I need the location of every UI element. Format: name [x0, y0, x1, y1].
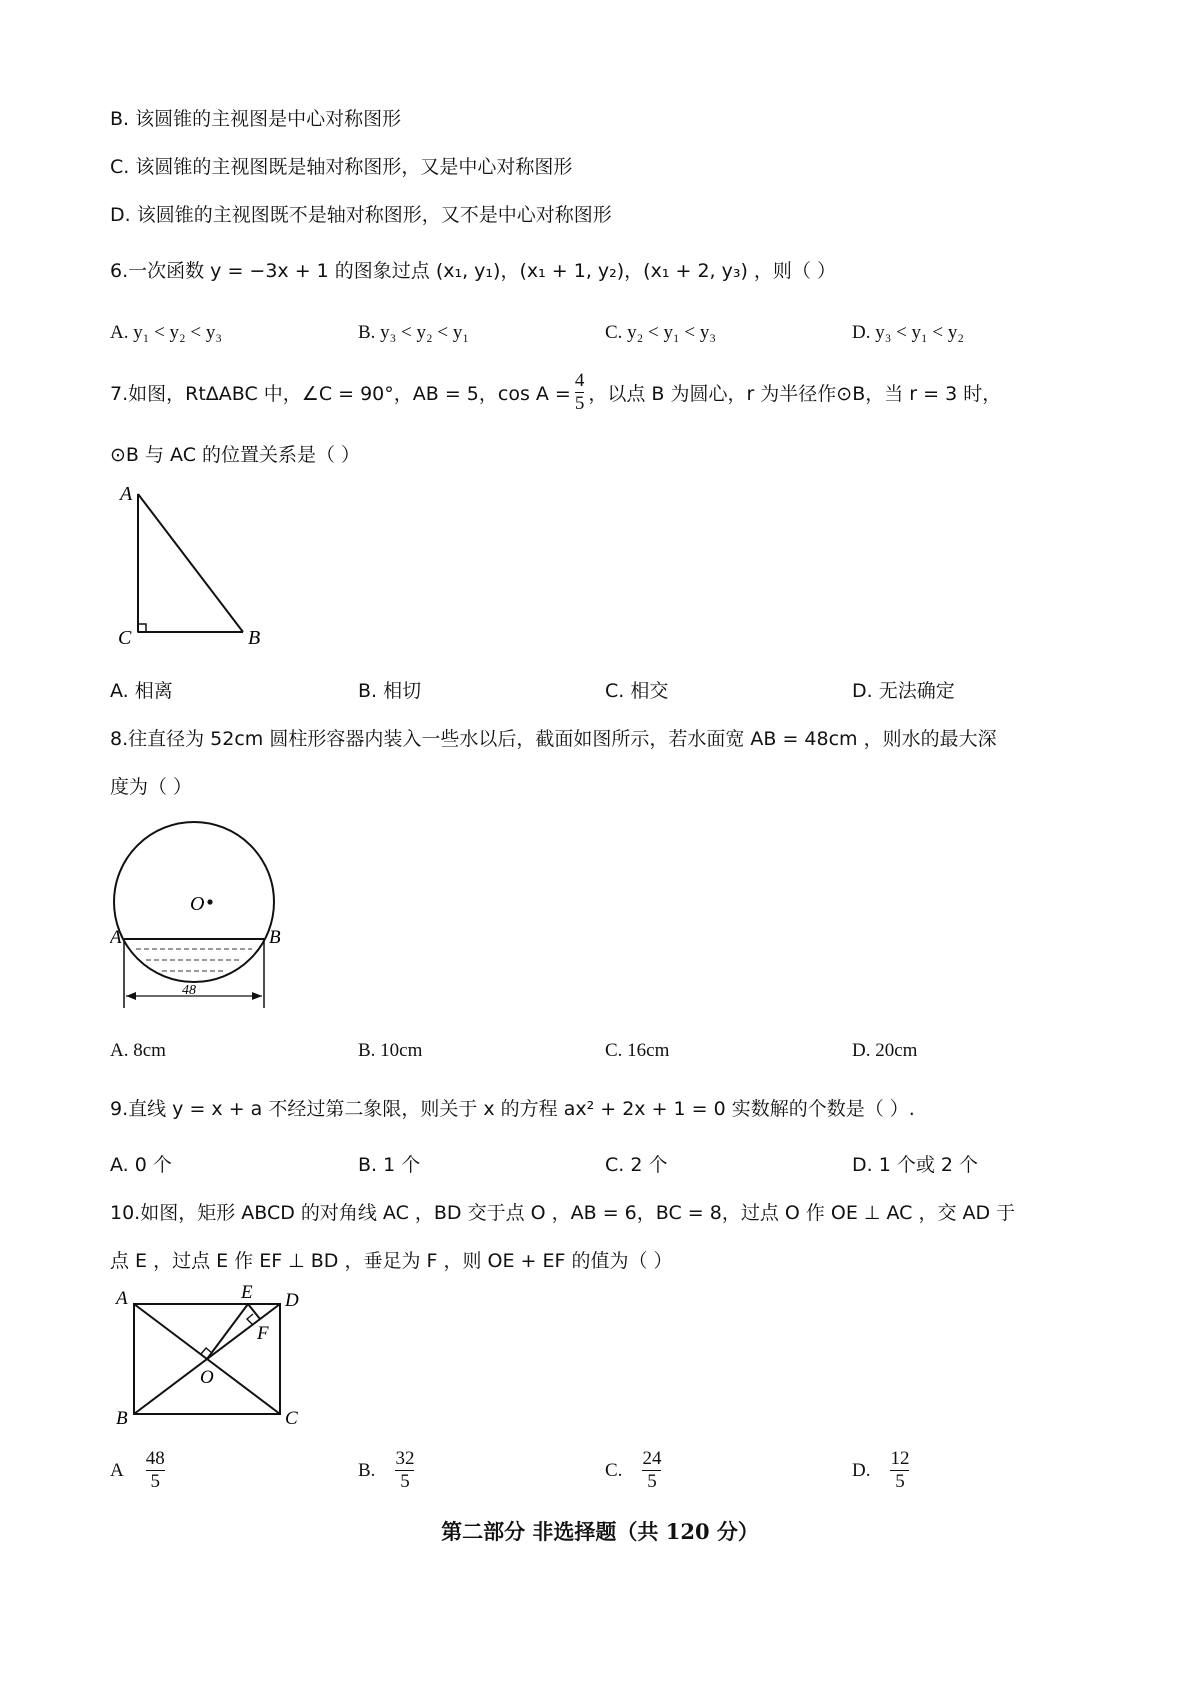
q10-option-b-fraction — [395, 1448, 414, 1493]
q8-stem-line2: 度为（ ） — [110, 776, 193, 798]
q5-option-d: D. 该圆锥的主视图既不是轴对称图形，又不是中心对称图形 — [110, 204, 612, 226]
q6-option-d: D. y₃ < y₁ < y₂ — [852, 322, 965, 343]
q8-option-a: A. 8cm — [110, 1040, 166, 1061]
q10-stem-line1: 10.如图，矩形 ABCD 的对角线 AC ，BD 交于点 O ，AB = 6，BC = 8，过点 O 作 OE ⊥ AC ，交 AD 于 — [110, 1202, 1016, 1224]
numerator: 24 — [642, 1448, 662, 1469]
numerator: 48 — [145, 1448, 165, 1469]
q8-center-dot — [207, 899, 212, 904]
q7-fraction-denominator: 5 — [574, 393, 585, 414]
q10-stem-line2: 点 E ，过点 E 作 EF ⊥ BD ，垂足为 F ，则 OE + EF 的值为（ ） — [110, 1250, 673, 1272]
q10-label-c: C — [285, 1408, 298, 1429]
q7-option-b: B. 相切 — [358, 680, 422, 702]
q7-label-c: C — [118, 627, 132, 649]
denominator: 5 — [647, 1471, 657, 1492]
q8-label-a: A — [110, 927, 122, 948]
q8-label-o: O — [190, 893, 205, 915]
q7-stem-part-a: 7.如图，RtΔABC 中，∠C = 90°，AB = 5，cos A = — [110, 383, 571, 405]
q7-side-ab — [138, 494, 243, 632]
q8-option-c: C. 16cm — [605, 1040, 670, 1061]
q7-option-c: C. 相交 — [605, 680, 669, 702]
q10-rectangle-figure — [110, 1284, 320, 1434]
q7-stem-part-b: ，以点 B 为圆心，r 为半径作⊙B，当 r = 3 时， — [588, 383, 1002, 405]
numerator: 12 — [890, 1448, 910, 1469]
q10-label-b: B — [116, 1408, 128, 1429]
q10-label-d: D — [285, 1290, 299, 1311]
q7-stem-line2: ⊙B 与 AC 的位置关系是（ ） — [110, 444, 361, 466]
q7-option-d: D. 无法确定 — [852, 680, 955, 702]
denominator: 5 — [150, 1471, 160, 1492]
q7-fraction-numerator: 4 — [574, 370, 585, 391]
q10-right-angle-f — [247, 1314, 253, 1325]
q9-option-a: A. 0 个 — [110, 1154, 172, 1176]
q5-option-c: C. 该圆锥的主视图既是轴对称图形，又是中心对称图形 — [110, 156, 573, 178]
q10-label-f: F — [257, 1323, 269, 1344]
q10-option-a-fraction — [146, 1448, 165, 1493]
q7-label-a: A — [120, 483, 133, 505]
q8-label-b: B — [269, 927, 281, 948]
q10-option-a-letter: A — [110, 1459, 124, 1481]
q10-option-a — [110, 1448, 165, 1493]
q6-stem: 6.一次函数 y = −3x + 1 的图象过点 (x₁, y₁)，(x₁ + 1, y₂)，(x₁ + 2, y₃) ，则（ ） — [110, 260, 836, 282]
q10-label-o: O — [200, 1367, 214, 1388]
q8-arrow-right — [252, 992, 262, 1000]
q7-label-b: B — [248, 627, 261, 649]
q8-arrow-left — [126, 992, 136, 1000]
q9-option-b: B. 1 个 — [358, 1154, 421, 1176]
q6-option-a: A. y₁ < y₂ < y₃ — [110, 322, 223, 343]
q8-stem-line1: 8.往直径为 52cm 圆柱形容器内装入一些水以后，截面如图所示，若水面宽 AB = 48cm ，则水的最大深 — [110, 728, 997, 750]
q8-option-b: B. 10cm — [358, 1040, 423, 1061]
denominator: 5 — [895, 1471, 905, 1492]
section-heading: 第二部分 非选择题（共 120 分） — [441, 1519, 759, 1544]
q7-right-angle-mark — [138, 624, 146, 632]
q8-width-label: 48 — [182, 983, 196, 998]
q10-option-b-letter: B. — [358, 1459, 376, 1481]
q10-option-c-letter: C. — [605, 1459, 623, 1481]
numerator: 32 — [395, 1448, 415, 1469]
q10-option-d-letter: D. — [852, 1459, 871, 1481]
q10-option-d-fraction — [890, 1448, 909, 1493]
q10-label-a: A — [116, 1288, 128, 1309]
q6-option-b: B. y₃ < y₂ < y₁ — [358, 322, 469, 343]
q10-option-c-fraction — [642, 1448, 661, 1493]
q9-option-c: C. 2 个 — [605, 1154, 668, 1176]
q5-option-b: B. 该圆锥的主视图是中心对称图形 — [110, 108, 402, 130]
q7-cos-fraction — [575, 370, 585, 415]
q10-option-d — [852, 1448, 909, 1493]
q7-triangle-figure — [110, 482, 270, 652]
q10-option-c — [605, 1448, 661, 1493]
q6-option-c: C. y₂ < y₁ < y₃ — [605, 322, 716, 343]
q9-stem: 9.直线 y = x + a 不经过第二象限，则关于 x 的方程 ax² + 2x + 1 = 0 实数解的个数是（ ）. — [110, 1098, 915, 1120]
q7-option-a: A. 相离 — [110, 680, 173, 702]
denominator: 5 — [400, 1471, 410, 1492]
q10-label-e: E — [241, 1284, 253, 1303]
q9-option-d: D. 1 个或 2 个 — [852, 1154, 979, 1176]
q7-stem — [110, 370, 1001, 415]
q10-option-b — [358, 1448, 414, 1493]
q8-circle-figure — [110, 818, 310, 1018]
q8-option-d: D. 20cm — [852, 1040, 918, 1061]
